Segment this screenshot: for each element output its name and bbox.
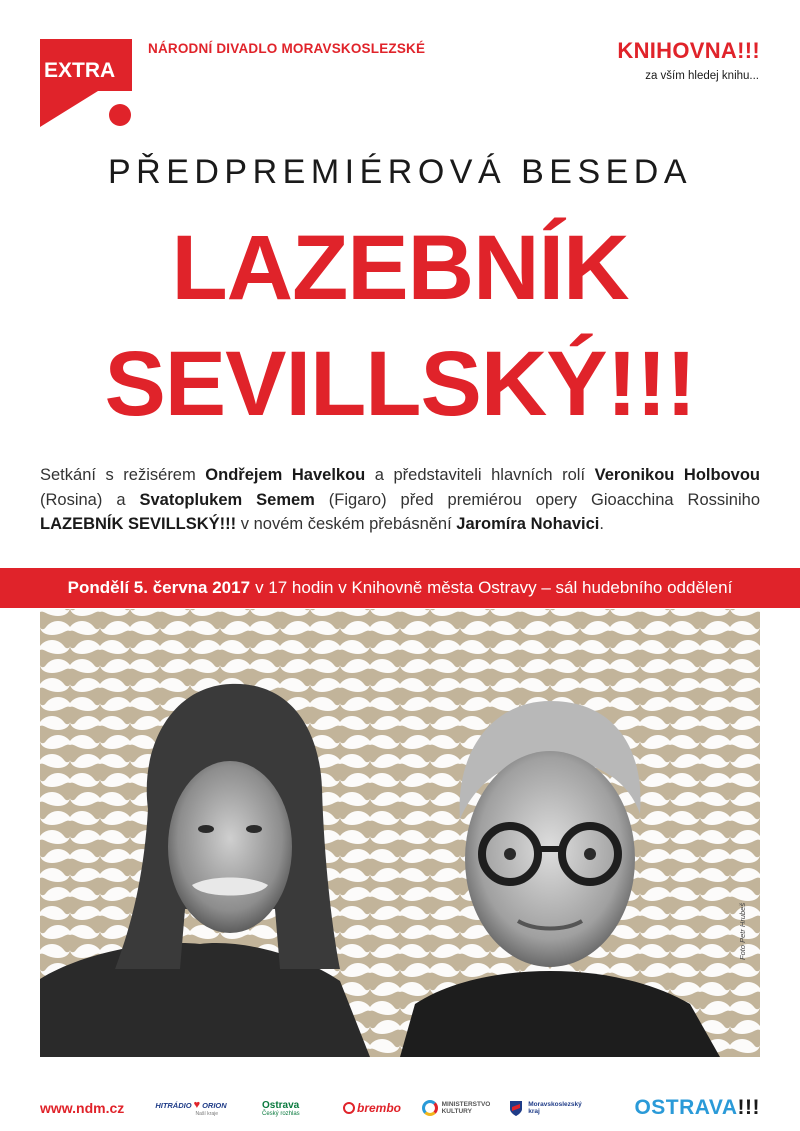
desc-text: . xyxy=(599,515,604,533)
event-details: v 17 hodin v Knihovně města Ostravy – sál hudebního oddělení xyxy=(255,578,733,597)
extra-logo xyxy=(40,39,132,127)
translator-name: Jaromíra Nohavici xyxy=(456,515,600,533)
event-subtitle: PŘEDPREMIÉROVÁ BESEDA xyxy=(107,153,693,191)
event-date-banner xyxy=(0,568,800,608)
brembo-icon xyxy=(343,1102,355,1114)
director-name: Ondřejem Havelkou xyxy=(205,466,366,484)
opera-title: LAZEBNÍK SEVILLSKÝ!!! xyxy=(40,515,237,533)
ostrava-exclamation: !!! xyxy=(737,1096,760,1119)
ostrava-text: OSTRAVA xyxy=(634,1096,738,1119)
theatre-name: NÁRODNÍ DIVADLO MORAVSKOSLEZSKÉ xyxy=(148,41,426,56)
cro-name: Ostrava xyxy=(262,1099,300,1111)
photo-credit: Foto Petr Hrubeš xyxy=(738,902,747,960)
orion-text: ORION xyxy=(202,1100,227,1110)
sponsor-cro-ostrava xyxy=(262,1088,316,1128)
title-line-2: SEVILLSKÝ!!! xyxy=(104,333,696,435)
heart-icon: ♥ xyxy=(193,1099,201,1111)
ministry-line-2: KULTURY xyxy=(441,1108,472,1115)
desc-text: a představiteli hlavních rolí xyxy=(365,466,595,484)
singer-name-rosina: Veronikou Holbovou xyxy=(594,466,760,484)
event-description xyxy=(40,463,760,537)
extra-logo-text: EXTRA xyxy=(44,59,116,82)
region-line-2: kraj xyxy=(528,1108,540,1115)
desc-text: Setkání s režisérem xyxy=(40,466,206,484)
photo-illustration xyxy=(40,609,760,1057)
hitradio-sub: Naší kraje xyxy=(195,1111,218,1117)
sponsor-hitradio-orion xyxy=(155,1088,227,1128)
sponsor-ostrava-city xyxy=(596,1088,760,1128)
region-line-1: Moravskoslezský xyxy=(528,1100,582,1108)
sponsor-moravian-silesian-region xyxy=(510,1088,580,1128)
library-slogan: za vším hledej knihu... xyxy=(645,70,759,82)
sponsor-brembo xyxy=(340,1088,404,1128)
ministry-icon xyxy=(422,1100,438,1116)
cro-sub: Český rozhlas xyxy=(262,1110,300,1117)
singer-name-figaro: Svatoplukem Semem xyxy=(139,490,315,509)
desc-text: (Figaro) před premiérou opery Gioacchina Rossiniho xyxy=(314,490,760,509)
portrait-photo xyxy=(40,609,760,1057)
sponsor-ministry-of-culture xyxy=(420,1088,492,1128)
region-icon xyxy=(508,1099,524,1117)
desc-text: (Rosina) a xyxy=(40,490,140,509)
ministry-line-1: MINISTERSTVO xyxy=(441,1101,491,1108)
title-line-1: LAZEBNÍK xyxy=(171,217,629,319)
desc-text: v novém českém přebásnění xyxy=(236,515,457,533)
hitradio-text: HITRÁDIO xyxy=(155,1100,192,1110)
event-date: Pondělí 5. června 2017 xyxy=(67,578,251,597)
brembo-text: brembo xyxy=(356,1101,401,1115)
website-link[interactable]: www.ndm.cz xyxy=(40,1100,125,1116)
library-logo: KNIHOVNA!!! xyxy=(617,38,760,63)
